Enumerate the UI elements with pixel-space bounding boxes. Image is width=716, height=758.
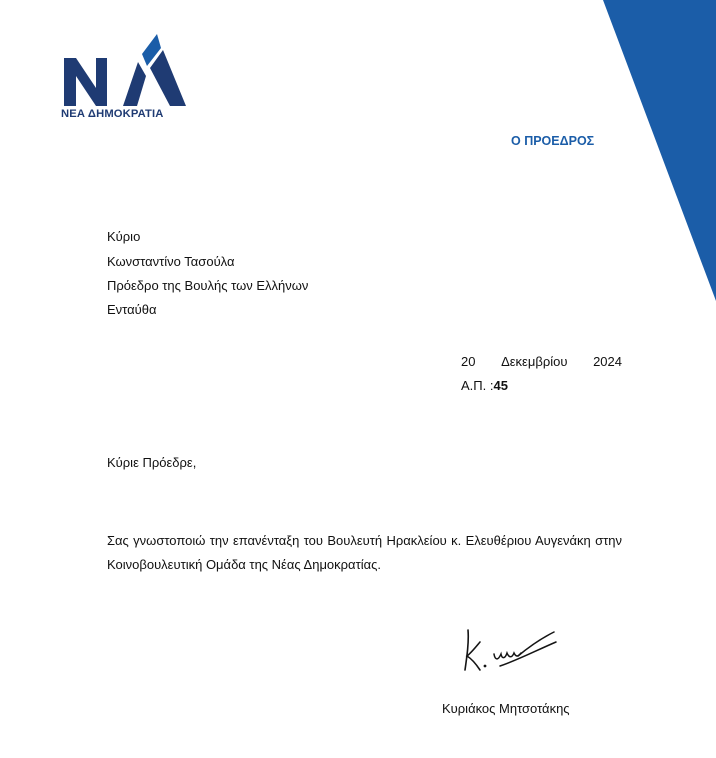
party-logo (58, 32, 190, 124)
signatory-name: Κυριάκος Μητσοτάκης (442, 701, 570, 716)
party-logo-text: ΝΕΑ ΔΗΜΟΚΡΑΤΙΑ (61, 108, 164, 120)
body-paragraph: Σας γνωστοποιώ την επανένταξη του Βουλευτή Ηρακλείου κ. Ελευθέριου Αυγενάκη στην Κοινοβουλευτική Ομάδα της Νέας Δημοκρατίας. (107, 533, 622, 572)
greeting: Κύριε Πρόεδρε, (107, 455, 197, 470)
recipient-position: Πρόεδρο της Βουλής των Ελλήνων (107, 278, 309, 293)
date-day: 20 (461, 354, 476, 369)
office-title: Ο ΠΡΟΕΔΡΟΣ (511, 134, 595, 148)
handwritten-signature-icon (460, 626, 560, 674)
date-month: Δεκεμβρίου (501, 354, 568, 369)
reference-label: Α.Π. : (461, 378, 494, 393)
reference-value: 45 (493, 378, 508, 393)
letter-date (461, 354, 622, 369)
recipient-name: Κωνσταντίνο Τασούλα (107, 254, 235, 269)
party-logo-icon (62, 32, 188, 108)
recipient-salutation: Κύριο (107, 229, 141, 244)
reference-number (461, 378, 508, 393)
recipient-location: Ενταύθα (107, 302, 157, 317)
date-year: 2024 (593, 354, 622, 369)
